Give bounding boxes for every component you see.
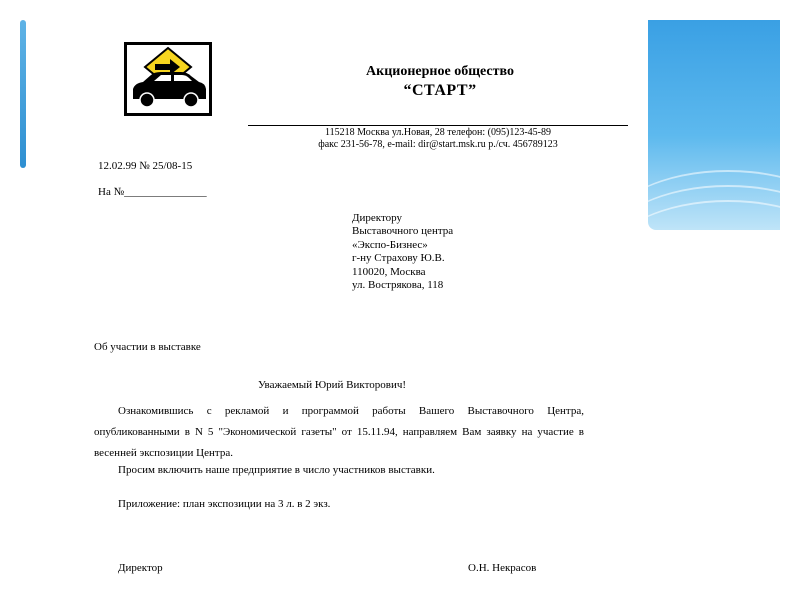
letter-subject: Об участии в выставке xyxy=(94,341,201,353)
date-number: 12.02.99 № 25/08-15 xyxy=(98,160,193,172)
addressee-block xyxy=(352,212,453,292)
addressee-line: ул. Вострякова, 118 xyxy=(352,279,444,292)
slide-decoration-panel xyxy=(648,20,780,230)
signer-title: Директор xyxy=(118,562,163,574)
addressee-line: Выставочного центра xyxy=(352,225,454,238)
addressee-line: Директору xyxy=(352,212,402,224)
signer-name: О.Н. Некрасов xyxy=(468,562,537,574)
addressee-line: г-ну Страхову Ю.В. xyxy=(352,252,445,265)
header-divider xyxy=(248,125,628,126)
salutation: Уважаемый Юрий Викторович! xyxy=(258,379,407,391)
addressee-line: «Экспо-Бизнес» xyxy=(352,238,428,251)
car-with-arrow-road-sign-icon xyxy=(127,45,209,113)
address-line-1: 115218 Москва ул.Новая, 28 телефон: (095)123-45-89 xyxy=(324,127,552,138)
company-name: Акционерное общество xyxy=(366,64,514,79)
body-paragraph-1: Ознакомившись с рекламой и программой работы Вашего Выставочного Центра, опубликованными в N 5 "Экономической газеты" от 15.11.94, направляем Вам заявку на участие в весенней экспозиции Центра. xyxy=(94,405,584,459)
body-paragraph-2: Просим включить наше предприятие в число участников выставки. xyxy=(118,464,435,476)
company-contacts xyxy=(248,127,628,151)
slide-accent-bar xyxy=(20,20,26,168)
address-line-2: факс 231-56-78, e-mail: dir@start.msk.ru р./сч. 456789123 xyxy=(318,139,558,150)
reference-number: На №_______________ xyxy=(98,186,207,198)
company-title: “СТАРТ” xyxy=(403,82,477,99)
addressee-line: 110020, Москва xyxy=(352,265,426,278)
attachment-note: Приложение: план экспозиции на 3 л. в 2 экз. xyxy=(118,498,331,510)
company-logo xyxy=(124,42,212,116)
